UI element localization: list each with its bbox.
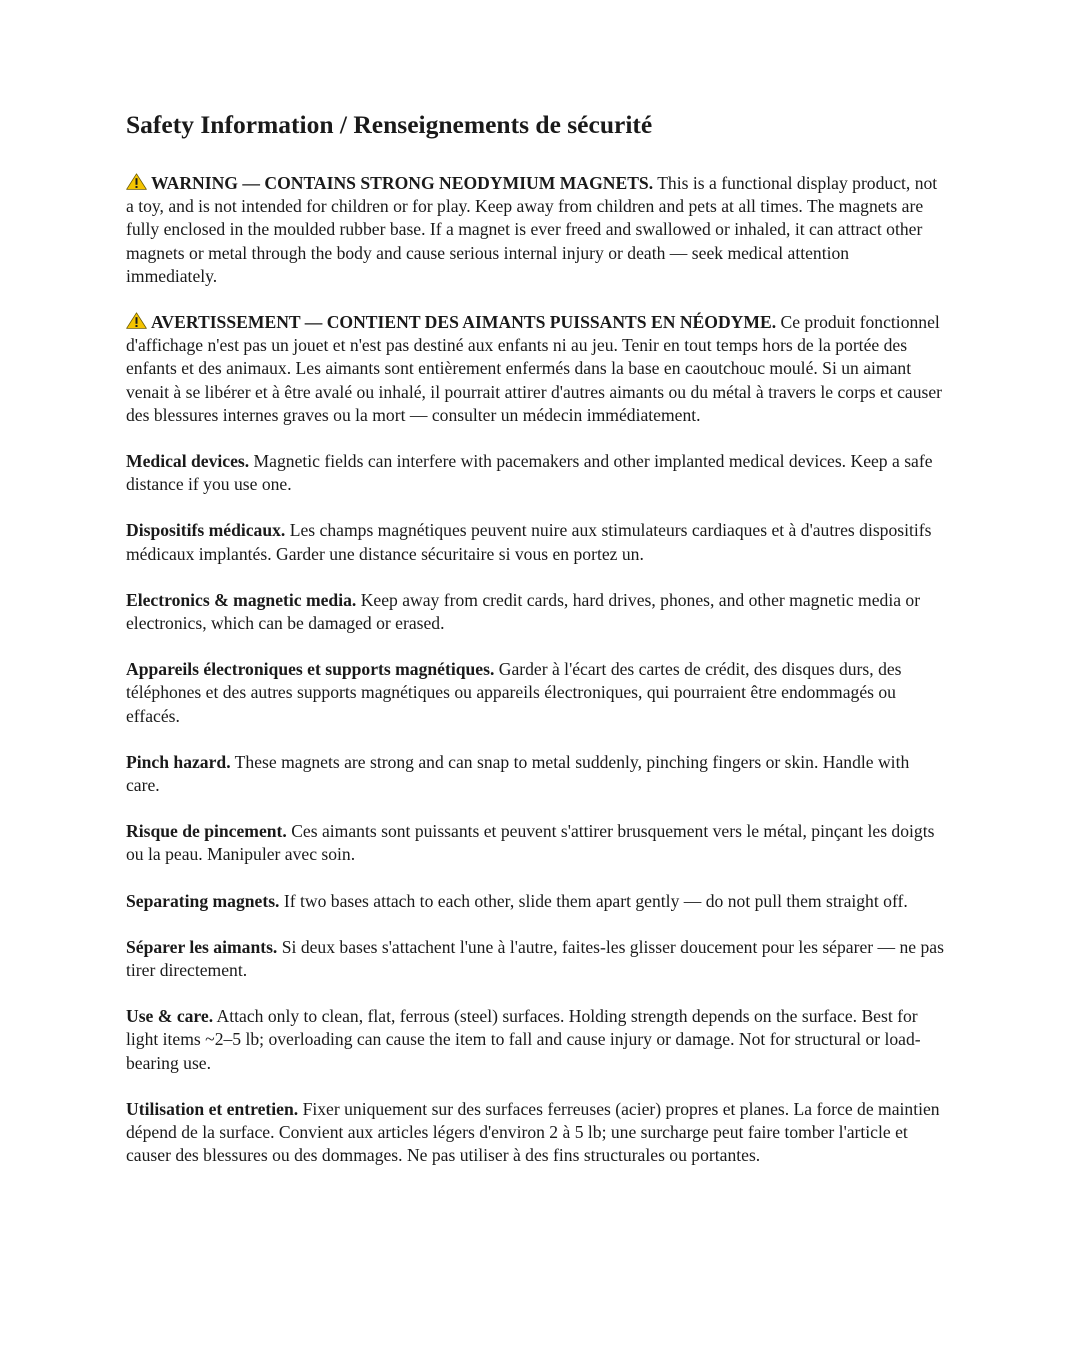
page-title: Safety Information / Renseignements de sécurité [126,110,653,139]
paragraph-text: Les champs magnétiques peuvent nuire aux stimulateurs cardiaques et à d'autres dispositifs médicaux implantés. Garder une distance sécuritaire si vous en portez un. [126,520,932,564]
pinch-hazard-paragraph-fr [126,820,944,866]
medical-devices-paragraph-en [126,450,944,496]
separating-magnets-paragraph-en [126,890,944,913]
paragraph-text: Garder à l'écart des cartes de crédit, des disques durs, des téléphones et des autres supports magnétiques ou appareils électroniques, qui pourraient être endommagés ou effacés. [126,659,902,726]
paragraph-text: Ces aimants sont puissants et peuvent s'attirer brusquement vers le métal, pinçant les doigts ou la peau. Manipuler avec soin. [126,821,935,865]
paragraph-heading: Utilisation et entretien. [126,1098,299,1119]
paragraph-text: Magnetic fields can interfere with pacemakers and other implanted medical devices. Keep a safe distance if you use one. [126,451,933,495]
use-care-paragraph-en [126,1005,944,1075]
paragraph-heading: Séparer les aimants. [126,936,278,957]
paragraph-heading: Use & care. [126,1006,214,1027]
document-page [126,108,944,1191]
separating-magnets-paragraph-fr [126,936,944,982]
paragraph-text: These magnets are strong and can snap to metal suddenly, pinching fingers or skin. Handle with care. [126,751,910,796]
paragraph-text: Ce produit fonctionnel d'affichage n'est pas un jouet et n'est pas destiné aux enfants ni au jeu. Tenir en tout temps hors de la portée des enfants et des animaux. Les aimants sont entièrement enfermés dans la base en caoutchouc moulé. Si un aimant venait à se libérer et à être avalé ou inhalé, il pourrait attirer d'autres aimants ou du métal à travers le corps et causer des blessures internes graves ou la mort — consulter un médecin immédiatement. [126,312,943,425]
paragraph-heading: Pinch hazard. [126,751,231,772]
pinch-hazard-paragraph-en [126,751,944,797]
warning-paragraph-en [126,172,944,288]
paragraph-text: Keep away from credit cards, hard drives, phones, and other magnetic media or electronics, which can be damaged or erased. [126,589,921,634]
paragraph-text: Fixer uniquement sur des surfaces ferreuses (acier) propres et planes. La force de maintien dépend de la surface. Convient aux articles légers d'environ 2 à 5 lb; une surcharge peut faire tomber l'article et causer des blessures ou des dommages. Ne pas utiliser à des fins structurales ou portantes. [126,1098,940,1166]
paragraph-text: Si deux bases s'attachent l'une à l'autre, faites-les glisser doucement pour les séparer — ne pas tirer directement. [126,936,944,981]
electronics-paragraph-fr [126,658,944,728]
paragraph-text: Attach only to clean, flat, ferrous (steel) surfaces. Holding strength depends on the surface. Best for light items ~2–5 lb; overloading can cause the item to fall and cause injury or damage. Not for structural or load-bearing use. [126,1006,921,1073]
paragraph-text: This is a functional display product, not a toy, and is not intended for children or for play. Keep away from children and pets at all times. The magnets are fully enclosed in the moulded rubber base. If a magnet is ever freed and swallowed or inhaled, it can attract other magnets or metal through the body and cause serious internal injury or death — seek medical attention immediately. [126,173,938,286]
paragraph-heading: WARNING — CONTAINS STRONG NEODYMIUM MAGNETS. [151,173,654,193]
paragraph-heading: Risque de pincement. [126,821,287,842]
warning-triangle-icon [126,173,147,190]
paragraph-heading: AVERTISSEMENT — CONTIENT DES AIMANTS PUISSANTS EN NÉODYME. [151,312,777,333]
use-care-paragraph-fr [126,1098,944,1168]
paragraph-text: If two bases attach to each other, slide them apart gently — do not pull them straight off. [279,890,908,911]
paragraph-heading: Appareils électroniques et supports magnétiques. [126,659,495,680]
warning-triangle-icon [126,312,147,329]
paragraph-heading: Separating magnets. [126,890,280,911]
electronics-paragraph-en [126,589,944,635]
paragraph-heading: Dispositifs médicaux. [126,520,286,541]
warning-paragraph-fr [126,311,944,427]
paragraph-heading: Medical devices. [126,451,250,472]
paragraph-heading: Electronics & magnetic media. [126,589,357,610]
medical-devices-paragraph-fr [126,519,944,565]
